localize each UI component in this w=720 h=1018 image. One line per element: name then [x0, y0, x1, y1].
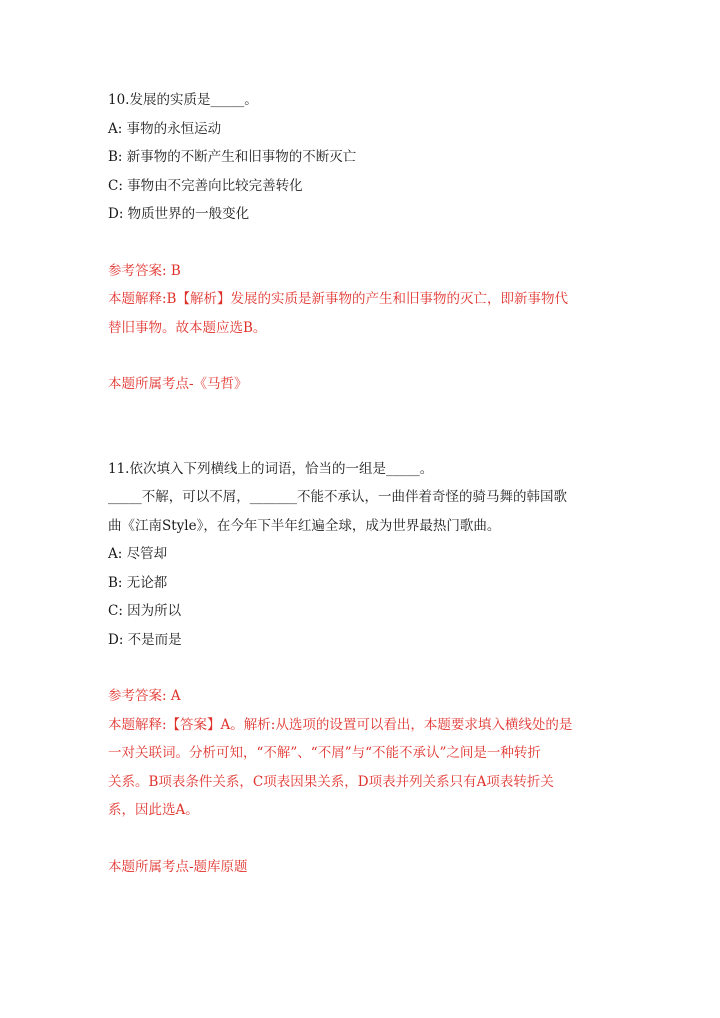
document-page	[108, 86, 616, 881]
question-stem-continued: 曲《江南Style》，在今年下半年红遍全球，成为世界最热门歌曲。	[108, 517, 501, 534]
question-stem: 11.依次填入下列横线上的词语，恰当的一组是_____。	[108, 460, 434, 477]
question-10	[108, 86, 616, 399]
explanation-line: 关系。B项表条件关系，C项表因果关系，D项表并列关系只有A项表转折关	[108, 773, 554, 790]
question-11	[108, 455, 616, 882]
option-a: A: 尽管却	[108, 546, 168, 562]
option-d: D: 不是而是	[108, 631, 182, 648]
option-d: D: 物质世界的一般变化	[108, 206, 250, 222]
explanation-line: 本题解释:【答案】A。解析:从选项的设置可以看出，本题要求填入横线处的是	[108, 716, 573, 733]
explanation-line: 本题解释:B【解析】发展的实质是新事物的产生和旧事物的灭亡，即新事物代	[108, 291, 568, 307]
answer-reference: 参考答案: B	[108, 262, 181, 279]
explanation-line: 一对关联词。分析可知，“不解”、“不屑”与“不能不承认”之间是一种转折	[108, 745, 541, 761]
option-c: C: 事物由不完善向比较完善转化	[108, 177, 303, 194]
option-b: B: 无论都	[108, 574, 168, 591]
explanation-line: 系，因此选A。	[108, 802, 199, 818]
option-c: C: 因为所以	[108, 603, 182, 619]
topic-label: 本题所属考点-题库原题	[108, 858, 248, 875]
question-stem: 10.发展的实质是_____。	[108, 92, 258, 108]
topic-label: 本题所属考点-《马哲》	[108, 376, 248, 392]
option-a: A: 事物的永恒运动	[108, 120, 222, 137]
explanation-line: 替旧事物。故本题应选B。	[108, 319, 267, 336]
option-b: B: 新事物的不断产生和旧事物的不断灭亡	[108, 149, 357, 165]
answer-reference: 参考答案: A	[108, 688, 181, 704]
question-stem-continued: _____不解，可以不屑，_______不能不承认，一曲伴着奇怪的骑马舞的韩国歌	[108, 489, 567, 505]
